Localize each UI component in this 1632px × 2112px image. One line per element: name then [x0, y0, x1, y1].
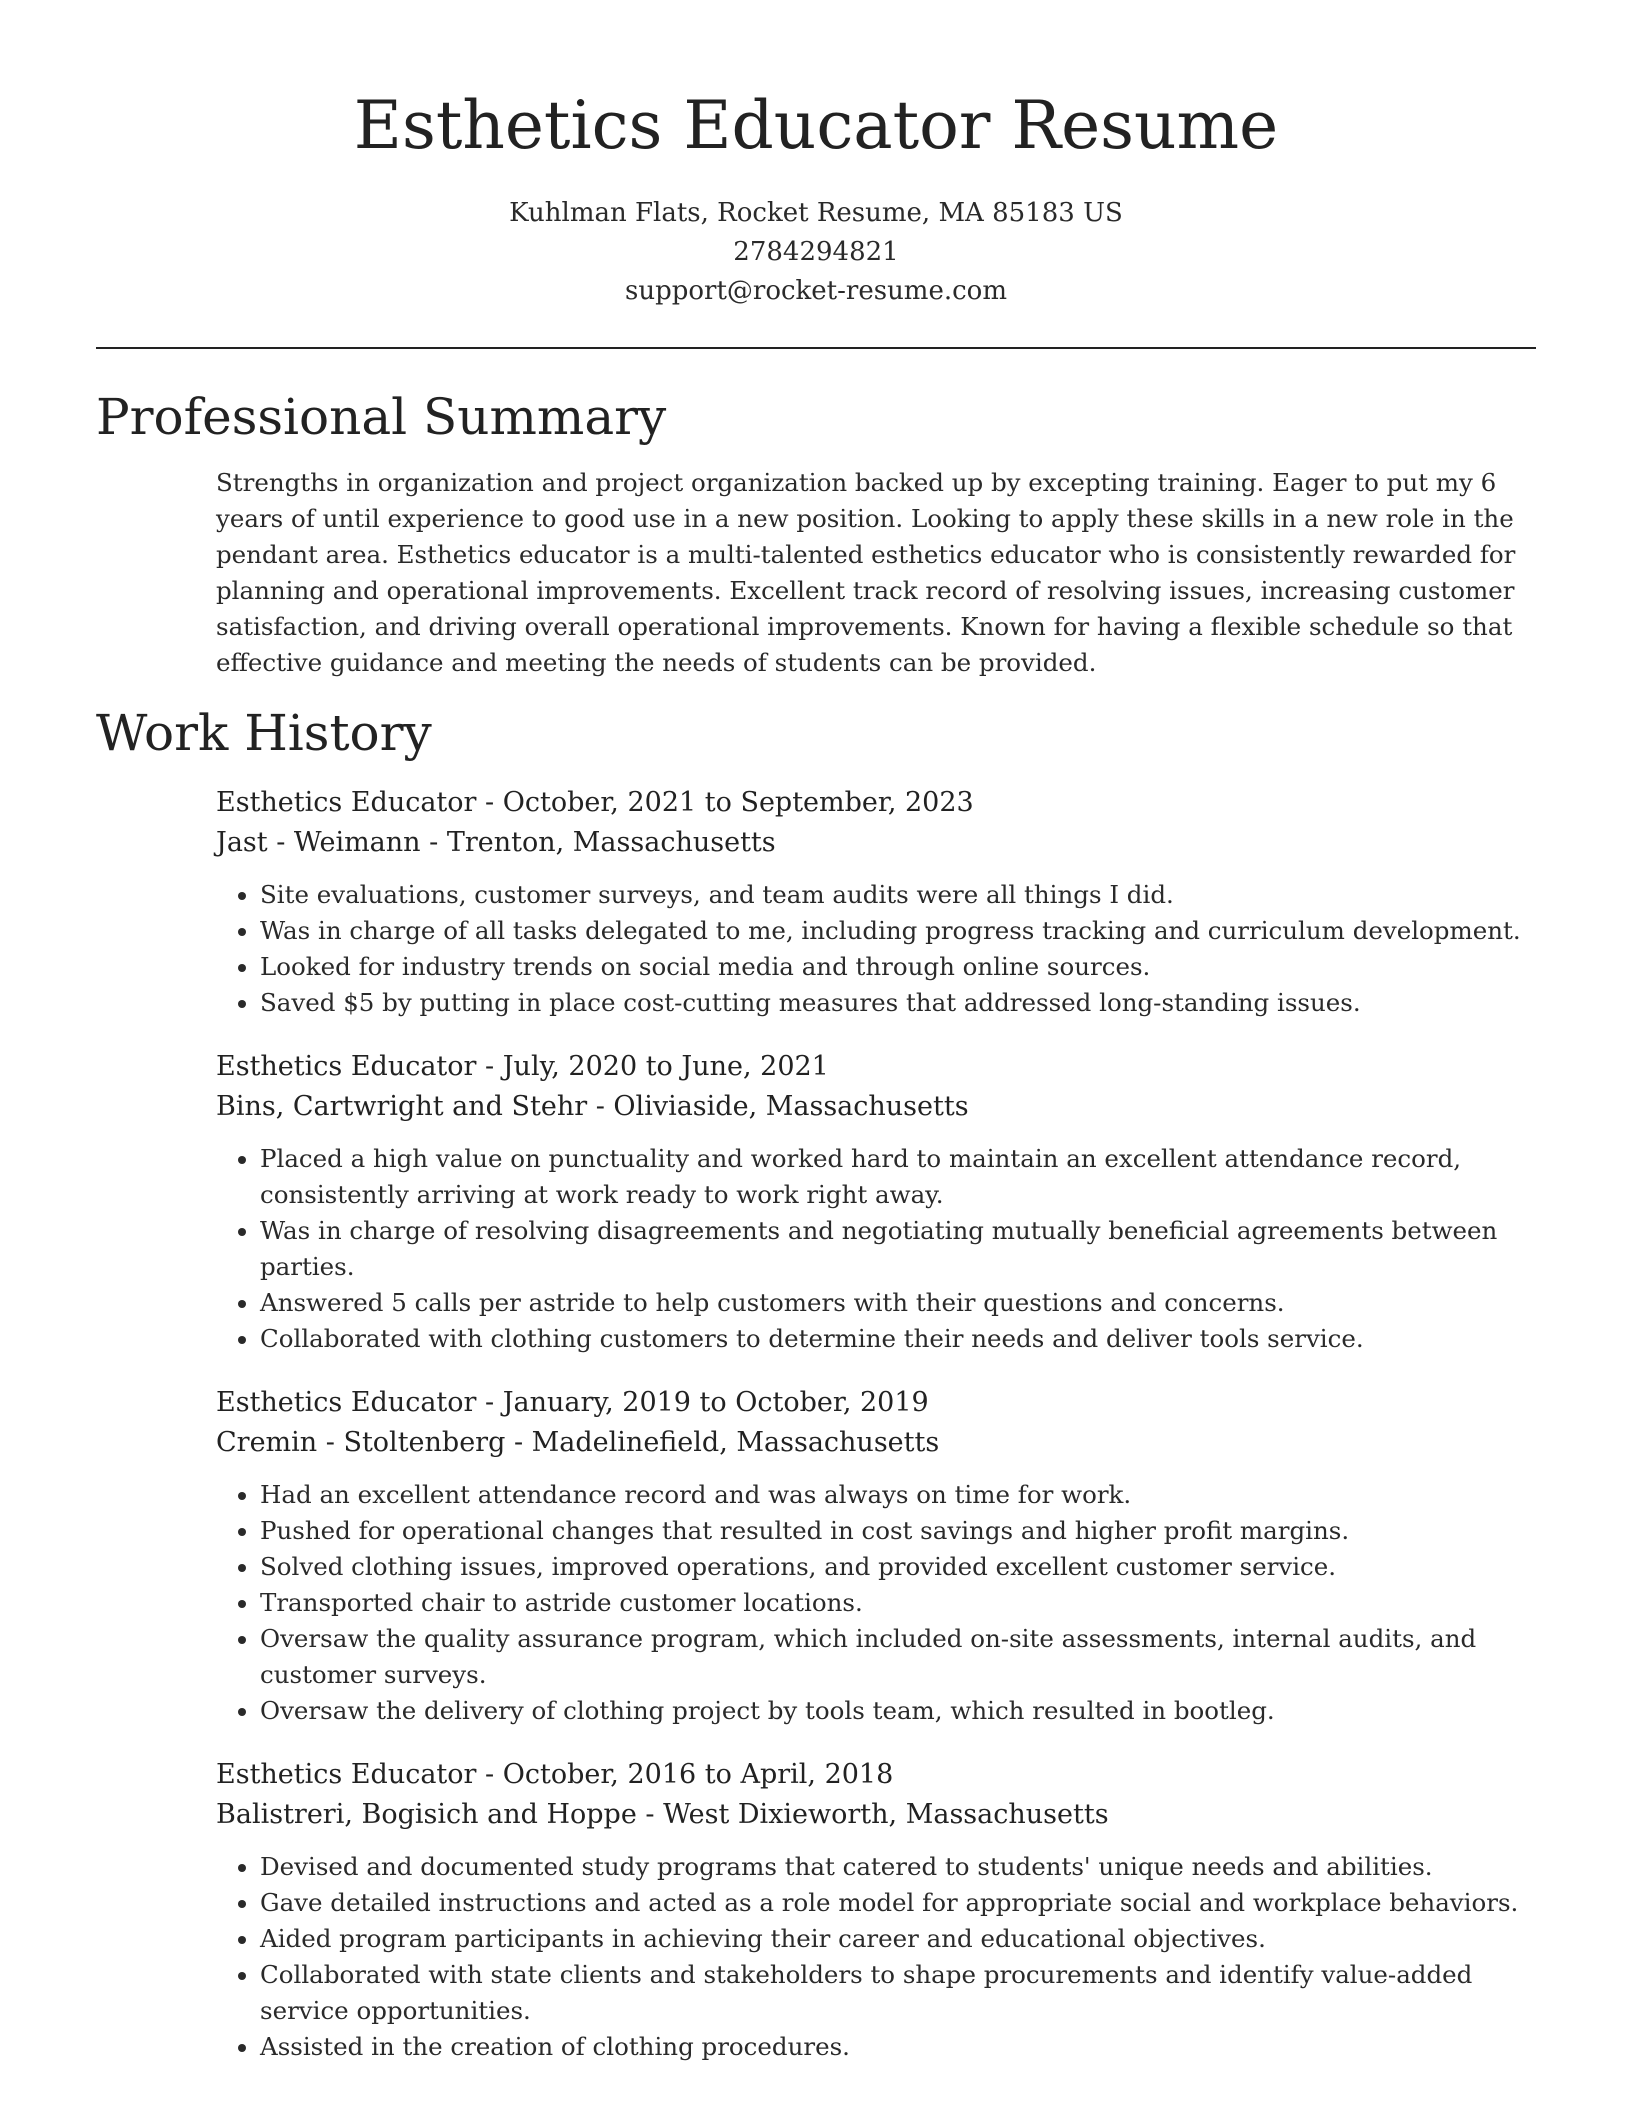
job-bullets — [216, 1141, 1536, 1357]
job-bullet: • Transported chair to astride customer locations. — [260, 1585, 1536, 1621]
job-bullet: • Collaborated with clothing customers to determine their needs and deliver tools service. — [260, 1321, 1536, 1357]
contact-email: support@rocket-resume.com — [624, 276, 1007, 306]
job-bullet: • Had an excellent attendance record and was always on time for work. — [260, 1477, 1536, 1513]
resume-title: Esthetics Educator Resume — [353, 87, 1279, 164]
job-bullet: • Gave detailed instructions and acted as a role model for appropriate social and workplace behaviors. — [260, 1885, 1536, 1921]
job-bullet: • Aided program participants in achieving their career and educational objectives. — [260, 1921, 1536, 1957]
summary-text: Strengths in organization and project organization backed up by excepting training. Eager to put my 6 years of until experience to good use in a new position. Looking to apply these skills in a new role in the pendant area. Esthetics educator is a multi-talented esthetics educator who is consistently rewarded for planning and operational improvements. Excellent track record of resolving issues, increasing customer satisfaction, and driving overall operational improvements. Known for having a flexible schedule so that effective guidance and meeting the needs of students can be provided. — [216, 468, 1516, 677]
resume-header — [96, 0, 1536, 311]
job-bullet: • Was in charge of all tasks delegated to me, including progress tracking and curriculum development. — [260, 913, 1536, 949]
job-bullet: • Solved clothing issues, improved operations, and provided excellent customer service. — [260, 1549, 1536, 1585]
job-company-line: Cremin - Stoltenberg - Madelinefield, Massachusetts — [216, 1427, 940, 1458]
job-entry — [216, 1047, 1536, 1357]
job-bullet: • Oversaw the delivery of clothing project by tools team, which resulted in bootleg. — [260, 1693, 1536, 1729]
job-title-line: Esthetics Educator - January, 2019 to October, 2019 — [216, 1387, 929, 1418]
contact-phone: 2784294821 — [733, 237, 899, 267]
work-history-heading: Work History — [96, 704, 432, 762]
job-bullets — [216, 1849, 1536, 2065]
job-company-line: Balistreri, Bogisich and Hoppe - West Dixieworth, Massachusetts — [216, 1799, 1109, 1830]
job-entry — [216, 1383, 1536, 1729]
job-bullets — [216, 1477, 1536, 1729]
job-bullet: • Looked for industry trends on social media and through online sources. — [260, 949, 1536, 985]
job-bullet: • Was in charge of resolving disagreements and negotiating mutually beneficial agreements between parties. — [260, 1213, 1536, 1285]
job-title-line: Esthetics Educator - October, 2021 to September, 2023 — [216, 787, 974, 818]
job-bullet: • Site evaluations, customer surveys, and team audits were all things I did. — [260, 877, 1536, 913]
job-bullet: • Placed a high value on punctuality and worked hard to maintain an excellent attendance record, consistently arriving at work ready to work right away. — [260, 1141, 1536, 1213]
job-entry — [216, 1755, 1536, 2065]
job-entry — [216, 783, 1536, 1021]
job-title-line: Esthetics Educator - July, 2020 to June, 2021 — [216, 1051, 829, 1082]
job-title-line: Esthetics Educator - October, 2016 to April, 2018 — [216, 1759, 894, 1790]
summary-heading: Professional Summary — [96, 388, 667, 446]
job-bullet: • Pushed for operational changes that resulted in cost savings and higher profit margins. — [260, 1513, 1536, 1549]
contact-block — [96, 194, 1536, 311]
job-bullet: • Answered 5 calls per astride to help customers with their questions and concerns. — [260, 1285, 1536, 1321]
job-bullet: • Saved $5 by putting in place cost-cutting measures that addressed long-standing issues. — [260, 985, 1536, 1021]
header-divider — [96, 347, 1536, 349]
job-bullet: • Assisted in the creation of clothing procedures. — [260, 2029, 1536, 2065]
contact-address: Kuhlman Flats, Rocket Resume, MA 85183 US — [509, 198, 1123, 228]
job-bullet: • Devised and documented study programs that catered to students' unique needs and abilities. — [260, 1849, 1536, 1885]
job-bullet: • Oversaw the quality assurance program, which included on-site assessments, internal audits, and customer surveys. — [260, 1621, 1536, 1693]
job-company-line: Bins, Cartwright and Stehr - Oliviaside, Massachusetts — [216, 1091, 969, 1122]
job-company-line: Jast - Weimann - Trenton, Massachusetts — [216, 827, 776, 858]
job-bullet: • Collaborated with state clients and stakeholders to shape procurements and identify value-added service opportunities. — [260, 1957, 1536, 2029]
job-bullets — [216, 877, 1536, 1021]
